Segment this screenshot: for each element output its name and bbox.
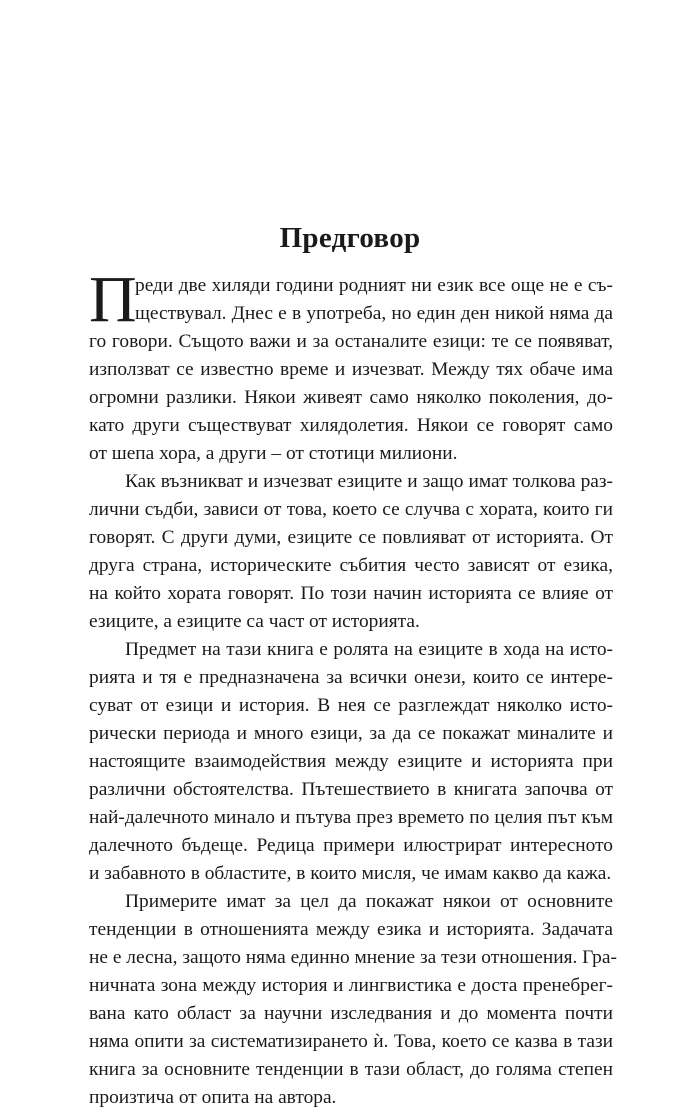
text-line: като други съществуват хилядолетия. Някои се говорят само [89, 415, 613, 436]
paragraph [89, 263, 613, 468]
text-line: далечното бъдеще. Редица примери илюстрират интересното [89, 835, 613, 856]
text-line: и забавното в областите, в които мисля, че имам какво да кажа. [89, 863, 612, 884]
text-line: използват се известно време и изчезват. Между тях обаче има [89, 359, 613, 380]
text-line: друга страна, историческите събития често зависят от езика, [89, 555, 613, 576]
paragraph [89, 888, 617, 1112]
text-line: говорят. С други думи, езиците се повлияват от историята. От [89, 527, 613, 548]
text-line: го говори. Същото важи и за останалите езици: те се появяват, [89, 331, 613, 352]
text-line: най-далечното минало и пътува през времето по целия път към [89, 807, 613, 828]
text-line: Предмет на тази книга е ролята на езиците в хода на исто- [125, 639, 613, 660]
text-line: не е лесна, защото няма единно мнение за тези отношения. Гра- [89, 947, 617, 968]
text-line: лични съдби, зависи от това, което се случва с хората, които ги [89, 499, 613, 520]
text-line: ществувал. Днес е в употреба, но един ден никой няма да [135, 303, 613, 324]
text-line: вана като област за научни изследвания и до момента почти [89, 1003, 613, 1024]
text-line: рически периода и много езици, за да се покажат миналите и [89, 723, 613, 744]
paragraph [89, 468, 613, 636]
text-line: книга за основните тенденции в тази област, до голяма степен [89, 1059, 613, 1080]
text-line: ничната зона между история и лингвистика е доста пренебрег- [89, 975, 613, 996]
chapter-body [89, 263, 617, 1112]
text-line: на който хората говорят. По този начин историята се влияе от [89, 583, 613, 604]
text-line: Примерите имат за цел да покажат някои от основните [125, 891, 613, 912]
text-line: огромни разлики. Някои живеят само няколко поколения, до- [89, 387, 613, 408]
text-line: от шепа хора, а други – от стотици милиони. [89, 443, 458, 464]
text-line: различни обстоятелства. Пътешествието в книгата започва от [89, 779, 613, 800]
drop-cap: П [89, 263, 137, 336]
text-line: няма опити за систематизирането ѝ. Това, което се казва в тази [89, 1031, 613, 1052]
paragraph [89, 636, 613, 888]
chapter-title: Предговор [279, 222, 421, 254]
text-line: Как възникват и изчезват езиците и защо имат толкова раз- [125, 471, 613, 492]
text-line: тенденции в отношенията между езика и историята. Задачата [89, 919, 613, 940]
text-line: рията и тя е предназначена за всички онези, които се интере- [89, 667, 613, 688]
text-line: суват от езици и история. В нея се разглеждат няколко исто- [89, 695, 613, 716]
text-line: реди две хиляди години родният ни език все още не е съ- [135, 275, 613, 296]
text-line: произтича от опита на автора. [89, 1087, 337, 1108]
text-line: настоящите взаимодействия между езиците и историята при [89, 751, 613, 772]
text-line: езиците, а езиците са част от историята. [89, 611, 420, 632]
